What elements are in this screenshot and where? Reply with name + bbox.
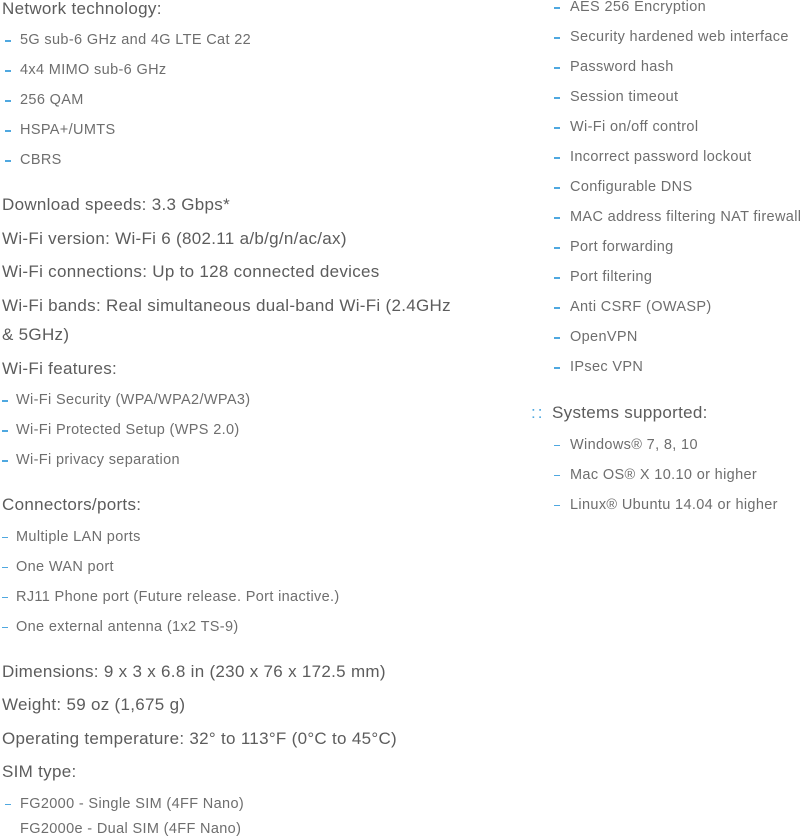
- network-technology-item: [2, 55, 458, 85]
- systems-supported-list: [530, 430, 811, 520]
- list-item-label: Wi-Fi on/off control: [570, 119, 699, 135]
- dash-bullet-icon: [2, 537, 8, 539]
- dash-bullet-icon: [5, 100, 11, 102]
- weight-spec: Weight: 59 oz (1,675 g): [2, 695, 186, 714]
- dash-bullet-icon: [554, 307, 560, 309]
- dimensions-spec: Dimensions: 9 x 3 x 6.8 in (230 x 76 x 172.5 mm): [2, 661, 386, 681]
- list-item-label: CBRS: [20, 152, 62, 168]
- spec-column-left: [2, 0, 458, 838]
- list-item-label: Wi-Fi Protected Setup (WPS 2.0): [16, 422, 240, 438]
- connectors-ports-item: [2, 522, 458, 552]
- operating-temperature-spec: Operating temperature: 32° to 113°F (0°C to 45°C): [2, 728, 397, 748]
- dash-bullet-icon: [5, 160, 11, 162]
- dash-bullet-icon: [554, 97, 560, 99]
- connectors-ports-list: [2, 522, 458, 642]
- dash-bullet-icon: [554, 277, 560, 279]
- dash-bullet-icon: [2, 460, 8, 462]
- security-features-item: [530, 0, 811, 14]
- sim-type-heading: SIM type:: [2, 762, 77, 781]
- network-technology-heading: Network technology:: [2, 0, 162, 18]
- list-item-label: RJ11 Phone port (Future release. Port inactive.): [16, 588, 340, 605]
- security-features-item: [530, 82, 811, 112]
- list-item-label: Multiple LAN ports: [16, 528, 141, 545]
- network-technology-item: [2, 115, 458, 145]
- list-item-label: MAC address filtering NAT firewall: [570, 209, 802, 225]
- list-item-label: FG2000 - Single SIM (4FF Nano): [20, 795, 245, 812]
- network-technology-item: [2, 85, 458, 115]
- dash-bullet-icon: [2, 400, 8, 402]
- list-item-label: Mac OS® X 10.10 or higher: [570, 466, 758, 483]
- dash-bullet-icon: [554, 157, 560, 159]
- security-features-item: [530, 322, 811, 352]
- dash-bullet-icon: [5, 70, 11, 72]
- network-technology-item: [2, 145, 458, 175]
- list-item-label: Password hash: [570, 59, 674, 75]
- security-features-item: [530, 202, 811, 232]
- security-features-item: [530, 232, 811, 262]
- dash-bullet-icon: [554, 37, 560, 39]
- list-item-label: 256 QAM: [20, 92, 84, 108]
- wifi-bands-spec: Wi-Fi bands: Real simultaneous dual-band Wi-Fi (2.4GHz & 5GHz): [2, 295, 451, 344]
- systems-supported-label: Systems supported:: [552, 403, 708, 422]
- wifi-features-item: [2, 385, 458, 415]
- wifi-version-spec: Wi-Fi version: Wi-Fi 6 (802.11 a/b/g/n/ac/ax): [2, 228, 347, 248]
- systems-supported-item: [530, 430, 811, 460]
- sim-type-item: [2, 789, 458, 819]
- connectors-ports-item: [2, 612, 458, 642]
- sim-type-list: [2, 789, 458, 838]
- security-features-item: [530, 22, 811, 52]
- list-item-label: Session timeout: [570, 89, 679, 105]
- dash-bullet-icon: [2, 627, 8, 629]
- list-item-label: Windows® 7, 8, 10: [570, 436, 698, 453]
- dash-bullet-icon: [554, 247, 560, 249]
- list-item-label: Configurable DNS: [570, 179, 693, 195]
- dash-bullet-icon: [2, 430, 8, 432]
- connectors-ports-item: [2, 582, 458, 612]
- dash-bullet-icon: [5, 40, 11, 42]
- wifi-features-item: [2, 415, 458, 445]
- dash-bullet-icon: [5, 130, 11, 132]
- dash-bullet-icon: [554, 7, 560, 9]
- systems-supported-heading: [530, 398, 811, 428]
- systems-supported-item: [530, 460, 811, 490]
- list-item-label: OpenVPN: [570, 329, 638, 345]
- list-item-label: FG2000e - Dual SIM (4FF Nano): [20, 820, 242, 837]
- dash-bullet-icon: [554, 337, 560, 339]
- dash-bullet-icon: [554, 67, 560, 69]
- security-features-item: [530, 52, 811, 82]
- connectors-ports-item: [2, 552, 458, 582]
- list-item-label: Port filtering: [570, 269, 653, 285]
- security-features-list: [530, 0, 811, 382]
- list-item-label: HSPA+/UMTS: [20, 122, 116, 138]
- list-item-label: Wi-Fi privacy separation: [16, 452, 180, 468]
- security-features-item: [530, 352, 811, 382]
- security-features-item: [530, 172, 811, 202]
- wifi-features-item: [2, 445, 458, 475]
- security-features-item: [530, 142, 811, 172]
- spec-column-right: [530, 0, 811, 520]
- systems-supported-item: [530, 490, 811, 520]
- list-item-label: Security hardened web interface: [570, 29, 789, 45]
- dash-bullet-icon: [554, 505, 560, 507]
- dash-bullet-icon: [554, 187, 560, 189]
- dash-bullet-icon: [2, 597, 8, 599]
- list-item-label: 5G sub-6 GHz and 4G LTE Cat 22: [20, 32, 252, 48]
- security-features-item: [530, 262, 811, 292]
- dash-bullet-icon: [5, 804, 11, 806]
- list-item-label: Wi-Fi Security (WPA/WPA2/WPA3): [16, 392, 251, 408]
- sim-type-item: [2, 820, 458, 838]
- connectors-ports-heading: Connectors/ports:: [2, 495, 142, 514]
- security-features-item: [530, 292, 811, 322]
- list-item-label: One WAN port: [16, 558, 114, 575]
- network-technology-item: [2, 25, 458, 55]
- security-features-item: [530, 112, 811, 142]
- list-item-label: One external antenna (1x2 TS-9): [16, 618, 239, 635]
- download-speeds-spec: Download speeds: 3.3 Gbps*: [2, 195, 230, 214]
- wifi-connections-spec: Wi-Fi connections: Up to 128 connected devices: [2, 262, 380, 281]
- list-item-label: Port forwarding: [570, 239, 674, 255]
- list-item-label: Incorrect password lockout: [570, 149, 752, 165]
- list-item-label: 4x4 MIMO sub-6 GHz: [20, 62, 167, 78]
- dash-bullet-icon: [554, 475, 560, 477]
- dash-bullet-icon: [554, 217, 560, 219]
- dash-bullet-icon: [2, 567, 8, 569]
- network-technology-list: [2, 25, 458, 175]
- dash-bullet-icon: [554, 127, 560, 129]
- wifi-features-list: [2, 385, 458, 475]
- list-item-label: AES 256 Encryption: [570, 0, 707, 15]
- list-item-label: Anti CSRF (OWASP): [570, 299, 712, 315]
- wifi-features-heading: Wi-Fi features:: [2, 358, 118, 378]
- list-item-label: IPsec VPN: [570, 359, 644, 375]
- section-marker: ::: [531, 403, 545, 422]
- dash-bullet-icon: [554, 367, 560, 369]
- dash-bullet-icon: [554, 445, 560, 447]
- list-item-label: Linux® Ubuntu 14.04 or higher: [570, 496, 778, 513]
